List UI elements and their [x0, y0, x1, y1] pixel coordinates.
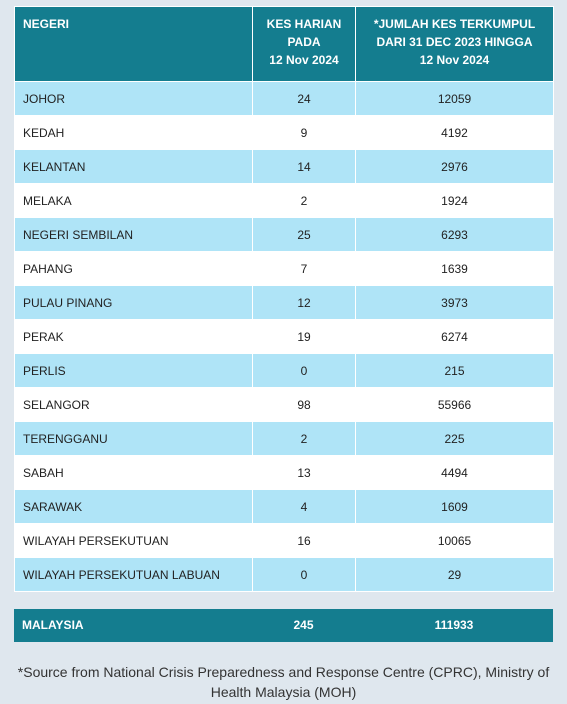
table-row — [15, 116, 554, 150]
table-row — [15, 286, 554, 320]
total-label: MALAYSIA — [22, 618, 84, 632]
cell-daily: 12 — [253, 286, 356, 320]
cell-daily: 0 — [253, 558, 356, 592]
cell-daily: 0 — [253, 354, 356, 388]
cell-state: PAHANG — [15, 252, 253, 286]
cell-state: SARAWAK — [15, 490, 253, 524]
cell-state: PERLIS — [15, 354, 253, 388]
cell-daily: 13 — [253, 456, 356, 490]
cell-daily: 24 — [253, 82, 356, 116]
cell-state: KELANTAN — [15, 150, 253, 184]
cell-state: PULAU PINANG — [15, 286, 253, 320]
cell-state: NEGERI SEMBILAN — [15, 218, 253, 252]
cell-cumulative: 55966 — [356, 388, 554, 422]
cell-state: MELAKA — [15, 184, 253, 218]
cell-cumulative: 2976 — [356, 150, 554, 184]
cell-cumulative: 4494 — [356, 456, 554, 490]
header-cum-line2: DARI 31 DEC 2023 HINGGA — [376, 35, 533, 49]
table-row — [15, 422, 554, 456]
table-row — [15, 218, 554, 252]
table-row — [15, 456, 554, 490]
cell-cumulative: 4192 — [356, 116, 554, 150]
header-daily-line3: 12 Nov 2024 — [269, 53, 339, 67]
cell-state: SABAH — [15, 456, 253, 490]
header-daily-line2: PADA — [287, 35, 321, 49]
cell-state: WILAYAH PERSEKUTUAN — [15, 524, 253, 558]
cell-cumulative: 1924 — [356, 184, 554, 218]
cell-cumulative: 3973 — [356, 286, 554, 320]
cell-cumulative: 6293 — [356, 218, 554, 252]
header-cum-line1: *JUMLAH KES TERKUMPUL — [373, 17, 536, 31]
cell-daily: 14 — [253, 150, 356, 184]
cell-state: KEDAH — [15, 116, 253, 150]
header-daily-line1: KES HARIAN — [266, 17, 342, 31]
table-row — [15, 490, 554, 524]
table-row — [15, 82, 554, 116]
cell-cumulative: 6274 — [356, 320, 554, 354]
table-row — [15, 184, 554, 218]
cases-table — [14, 6, 554, 592]
table-row — [15, 354, 554, 388]
cell-state: JOHOR — [15, 82, 253, 116]
table-header — [15, 7, 554, 82]
cell-daily: 2 — [253, 184, 356, 218]
table-row — [15, 150, 554, 184]
total-daily: 245 — [293, 618, 314, 632]
table-row — [15, 252, 554, 286]
cell-daily: 25 — [253, 218, 356, 252]
total-row — [14, 609, 553, 642]
cell-state: PERAK — [15, 320, 253, 354]
cell-cumulative: 10065 — [356, 524, 554, 558]
cell-cumulative: 215 — [356, 354, 554, 388]
cell-cumulative: 12059 — [356, 82, 554, 116]
table-row — [15, 320, 554, 354]
table-body — [15, 82, 554, 592]
cell-cumulative: 1609 — [356, 490, 554, 524]
cell-cumulative: 1639 — [356, 252, 554, 286]
cell-cumulative: 29 — [356, 558, 554, 592]
cases-table-wrapper — [14, 6, 554, 592]
cell-state: WILAYAH PERSEKUTUAN LABUAN — [15, 558, 253, 592]
total-cumulative: 111933 — [434, 618, 474, 632]
cell-daily: 7 — [253, 252, 356, 286]
cell-daily: 9 — [253, 116, 356, 150]
cell-daily: 2 — [253, 422, 356, 456]
header-cum-line3: 12 Nov 2024 — [419, 53, 490, 67]
cell-daily: 98 — [253, 388, 356, 422]
table-row — [15, 558, 554, 592]
header-cumulative — [356, 7, 554, 82]
table-row — [15, 524, 554, 558]
header-daily — [253, 7, 356, 82]
header-state — [15, 7, 253, 82]
header-state-label: NEGERI — [23, 17, 70, 31]
table-row — [15, 388, 554, 422]
cell-daily: 19 — [253, 320, 356, 354]
cell-state: SELANGOR — [15, 388, 253, 422]
cell-daily: 16 — [253, 524, 356, 558]
cell-daily: 4 — [253, 490, 356, 524]
source-note: *Source from National Crisis Preparedness and Response Centre (CPRC), Ministry of Health Malaysia (MOH) — [17, 664, 550, 700]
header-row — [15, 7, 554, 82]
cell-cumulative: 225 — [356, 422, 554, 456]
cell-state: TERENGGANU — [15, 422, 253, 456]
